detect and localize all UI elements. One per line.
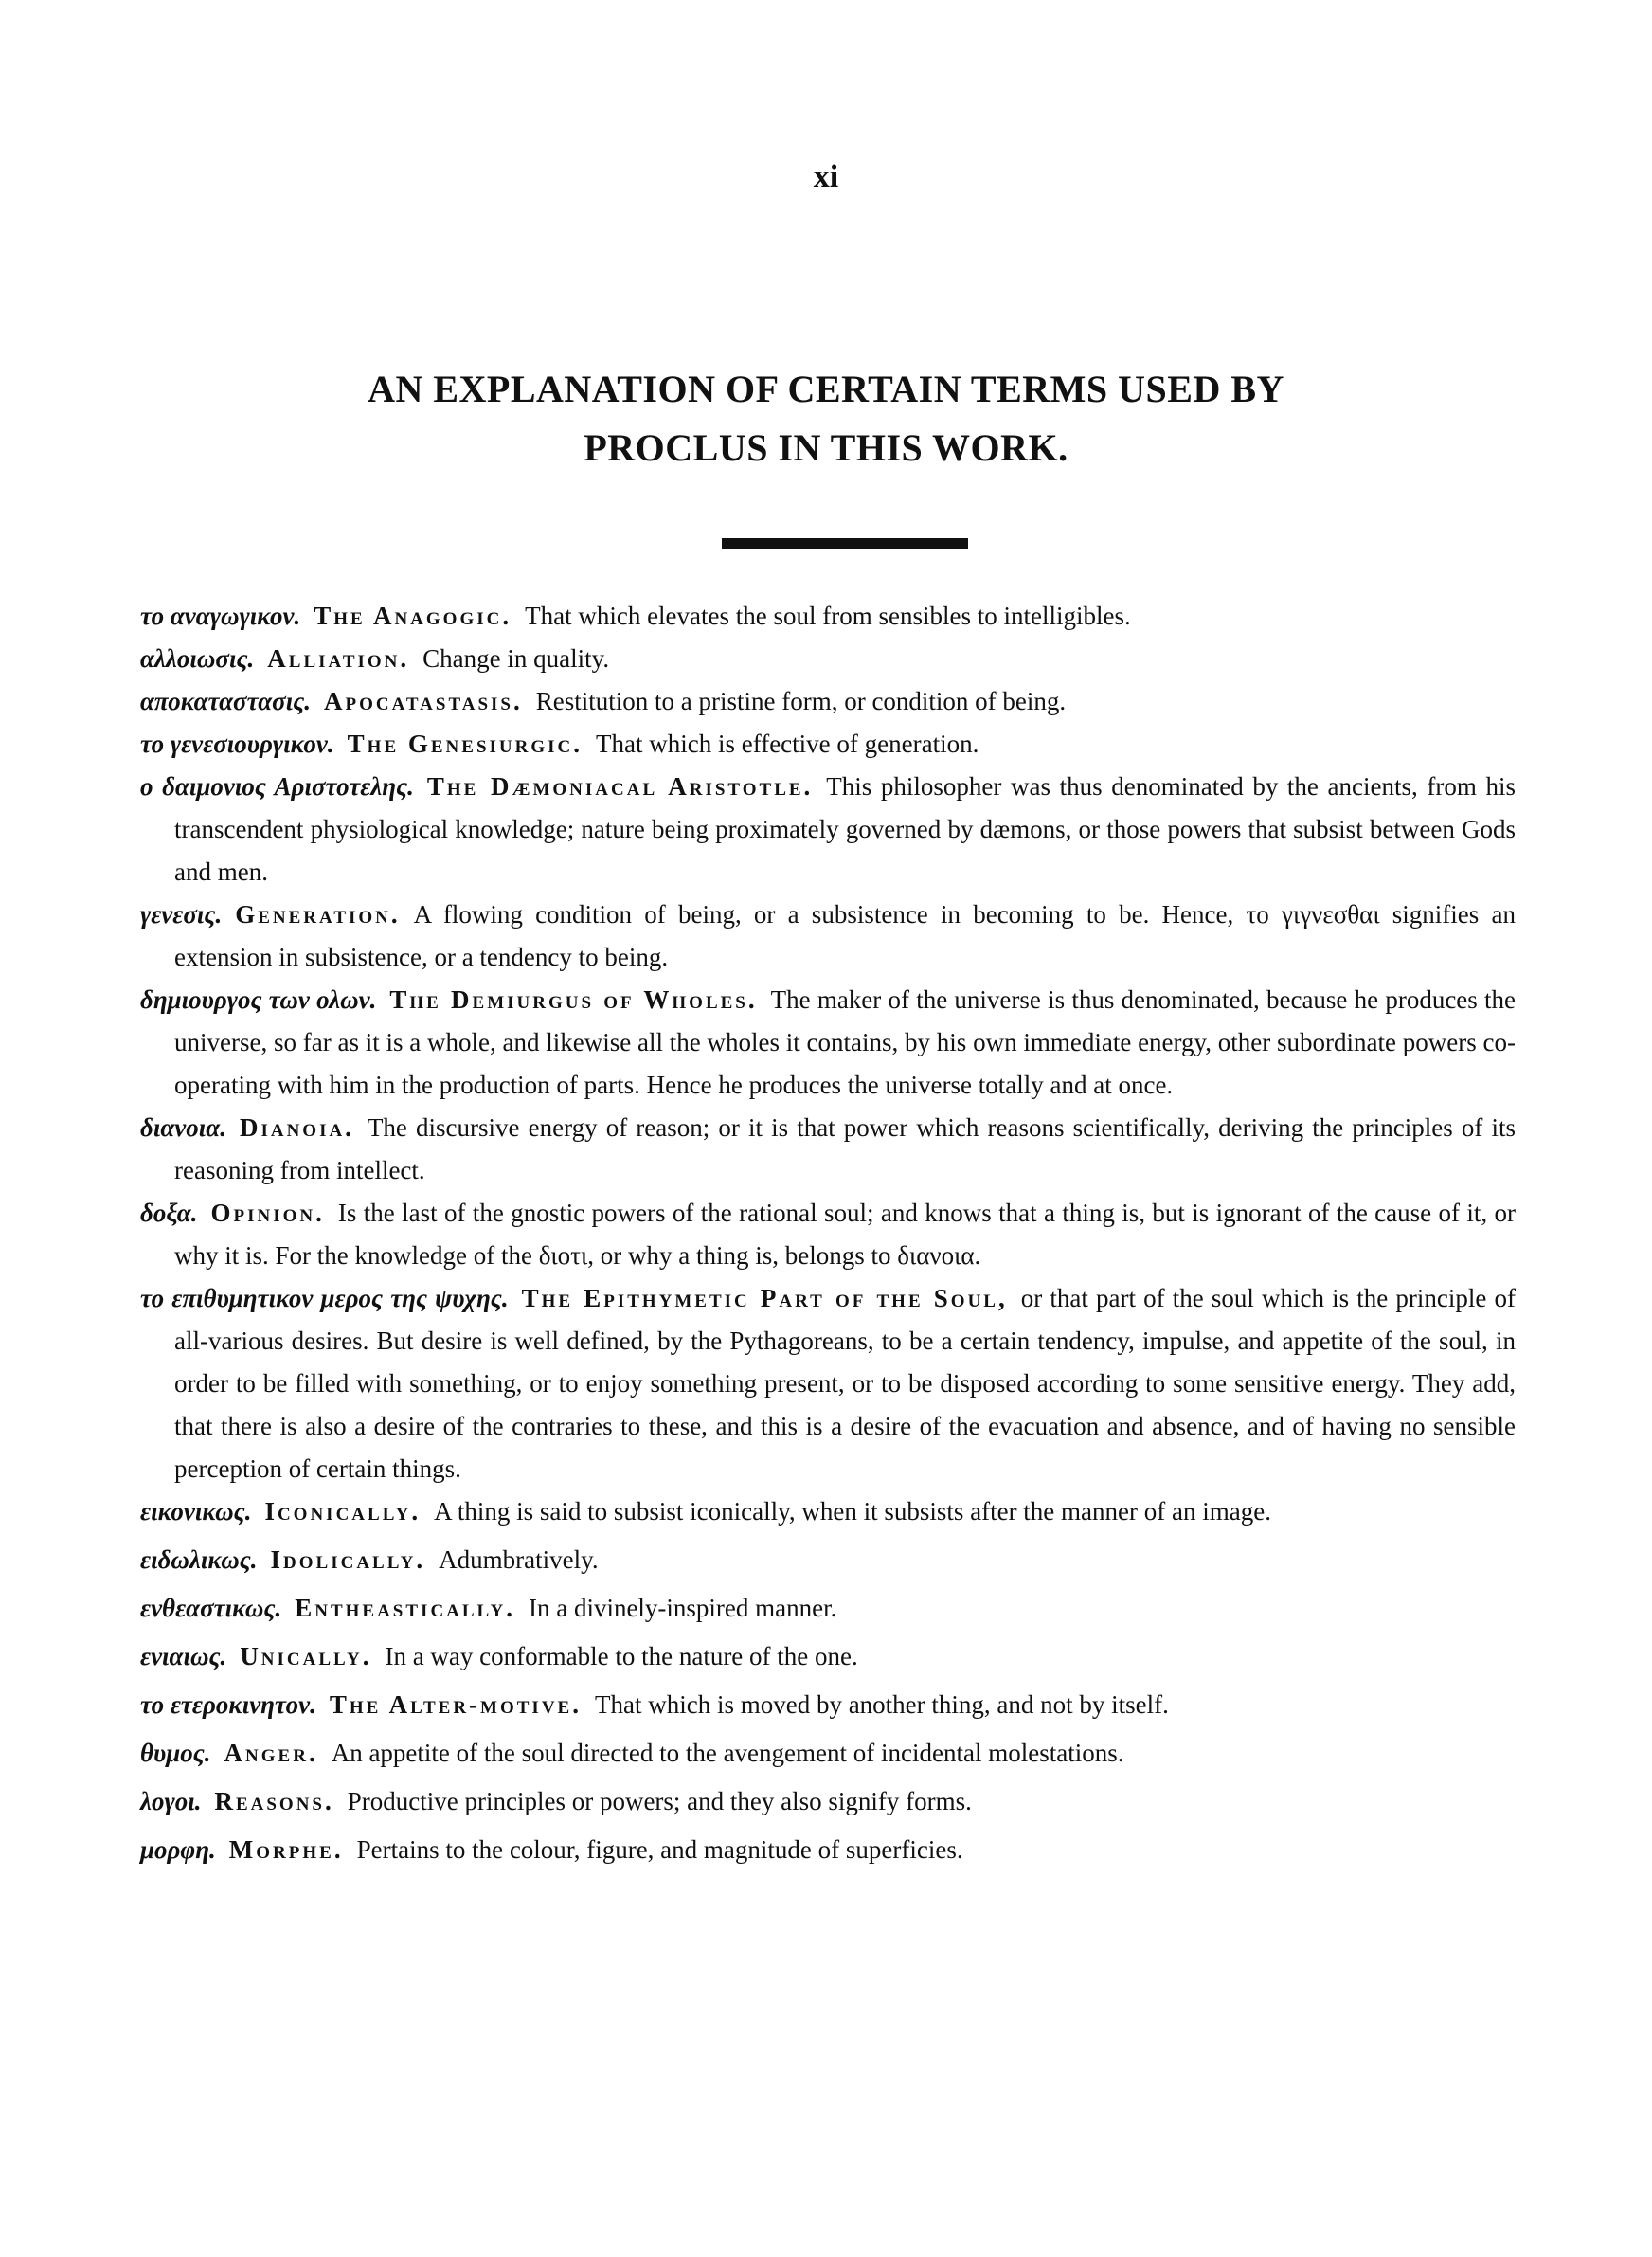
- definition: In a divinely-inspired manner.: [528, 1594, 837, 1622]
- glossary-entry: [140, 1277, 1516, 1490]
- definition: That which is effective of generation.: [596, 730, 979, 758]
- greek-term: εικονικως.: [140, 1497, 252, 1526]
- definition: An appetite of the soul directed to the avengement of incidental molestations.: [331, 1739, 1124, 1767]
- definition: Adumbratively.: [439, 1545, 599, 1574]
- english-term: Reasons.: [214, 1787, 334, 1815]
- english-term: Entheastically.: [295, 1594, 515, 1622]
- definition: Restitution to a pristine form, or condition of being.: [535, 687, 1067, 715]
- english-term: Alliation.: [267, 644, 410, 673]
- greek-term: ειδωλικως.: [140, 1545, 258, 1574]
- english-term: Generation.: [235, 900, 401, 929]
- title-rule: [722, 538, 968, 549]
- greek-term: ο δαιμονιος Αριστοτελης.: [140, 772, 414, 801]
- greek-term: δοξα.: [140, 1199, 198, 1227]
- glossary-entry: [140, 723, 1516, 766]
- definition: Change in quality.: [422, 644, 610, 673]
- glossary: [140, 595, 1516, 1871]
- greek-term: λογοι.: [140, 1787, 202, 1815]
- page-number: xi: [813, 159, 839, 194]
- definition: Productive principles or powers; and they also signify forms.: [347, 1787, 972, 1815]
- english-term: Apocatastasis.: [324, 687, 523, 715]
- greek-term: διανοια.: [140, 1113, 226, 1142]
- glossary-entry: [140, 1587, 1516, 1630]
- english-term: Unically.: [240, 1642, 372, 1670]
- definition: That which is moved by another thing, and not by itself.: [594, 1690, 1169, 1719]
- glossary-entry: [140, 1829, 1516, 1871]
- definition: or that part of the soul which is the principle of all-various desires. But desire is well defined, by the Pythagoreans, to be a certain tendency, impulse, and appetite of the soul, in order to be filled with something, or to enjoy something present, or to be disposed according to some sensitive energy. They add, that there is also a desire of the contraries to these, and this is a desire of the evacuation and absence, and of having no sensible perception of certain things.: [174, 1284, 1516, 1483]
- greek-term: αποκαταστασις.: [140, 687, 311, 715]
- glossary-entry: [140, 1490, 1516, 1533]
- glossary-entry: [140, 979, 1516, 1107]
- definition: In a way conformable to the nature of the one.: [385, 1642, 858, 1670]
- english-term: The Dæmoniacal Aristotle.: [426, 772, 814, 801]
- definition: A thing is said to subsist iconically, when it subsists after the manner of an image.: [434, 1497, 1271, 1526]
- greek-term: ενιαιως.: [140, 1642, 227, 1670]
- page-title: [0, 360, 1652, 478]
- glossary-entry: [140, 1539, 1516, 1581]
- glossary-entry: [140, 680, 1516, 723]
- definition: That which elevates the soul from sensibles to intelligibles.: [525, 602, 1131, 630]
- title-line-1: AN EXPLANATION OF CERTAIN TERMS USED BY: [368, 368, 1284, 410]
- greek-term: γενεσις.: [140, 900, 223, 929]
- definition: Pertains to the colour, figure, and magnitude of superficies.: [356, 1835, 963, 1864]
- glossary-entry: [140, 1780, 1516, 1823]
- glossary-entry: [140, 894, 1516, 979]
- title-line-2: PROCLUS IN THIS WORK.: [584, 426, 1068, 469]
- glossary-entry: [140, 1732, 1516, 1775]
- english-term: The Genesiurgic.: [347, 730, 583, 758]
- greek-term: μορφη.: [140, 1835, 216, 1864]
- greek-term: το γενεσιουργικον.: [140, 730, 334, 758]
- english-term: Dianoia.: [239, 1113, 354, 1142]
- glossary-entry: [140, 766, 1516, 894]
- glossary-entry: [140, 638, 1516, 680]
- english-term: The Demiurgus of Wholes.: [389, 985, 758, 1014]
- definition: The maker of the universe is thus denominated, because he produces the universe, so far as it is a whole, and likewise all the wholes it contains, by his own immediate energy, other subordinate powers co-operating with him in the production of parts. Hence he produces the universe totally and at once.: [174, 985, 1517, 1099]
- english-term: Iconically.: [264, 1497, 422, 1526]
- definition: The discursive energy of reason; or it is that power which reasons scientifically, deriving the principles of its reasoning from intellect.: [174, 1113, 1516, 1184]
- greek-term: δημιουργος των ολων.: [140, 985, 377, 1014]
- glossary-entry: [140, 1107, 1516, 1192]
- greek-term: ενθεαστικως.: [140, 1594, 282, 1622]
- glossary-entry: [140, 1192, 1516, 1277]
- english-term: Anger.: [224, 1739, 318, 1767]
- greek-term: θυμος.: [140, 1739, 211, 1767]
- english-term: The Alter-motive.: [329, 1690, 582, 1719]
- definition: This philosopher was thus denominated by the ancients, from his transcendent physiological knowledge; nature being proximately governed by dæmons, or those powers that subsist between Gods and men.: [174, 772, 1516, 886]
- greek-term: το αναγωγικον.: [140, 602, 301, 630]
- definition: Is the last of the gnostic powers of the rational soul; and knows that a thing is, but is ignorant of the cause of it, or why it is. For the knowledge of the διοτι, or why a thing is, belongs to διανοια.: [174, 1199, 1516, 1270]
- english-term: The Epithymetic Part of the Soul,: [521, 1284, 1008, 1312]
- english-term: Morphe.: [228, 1835, 344, 1864]
- glossary-entry: [140, 1684, 1516, 1726]
- glossary-entry: [140, 595, 1516, 638]
- greek-term: το ετεροκινητον.: [140, 1690, 316, 1719]
- definition: A flowing condition of being, or a subsistence in becoming to be. Hence, το γιγνεσθαι signifies an extension in subsistence, or a tendency to being.: [174, 900, 1516, 971]
- greek-term: το επιθυμητικον μερος της ψυχης.: [140, 1284, 509, 1312]
- glossary-entry: [140, 1635, 1516, 1678]
- english-term: Idolically.: [270, 1545, 426, 1574]
- greek-term: αλλοιωσις.: [140, 644, 255, 673]
- english-term: The Anagogic.: [314, 602, 512, 630]
- english-term: Opinion.: [210, 1199, 325, 1227]
